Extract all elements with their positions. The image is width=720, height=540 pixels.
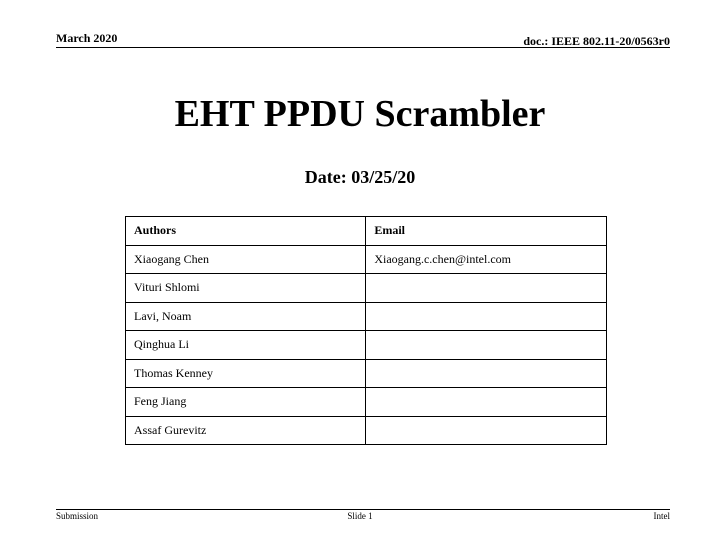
author-name: Vituri Shlomi [126, 274, 366, 303]
table-row [126, 416, 607, 445]
author-name: Thomas Kenney [126, 359, 366, 388]
table-row [126, 302, 607, 331]
author-name: Xiaogang Chen [126, 245, 366, 274]
column-header-email: Email [366, 217, 607, 246]
header-date: March 2020 [56, 31, 118, 45]
author-email: Xiaogang.c.chen@intel.com [366, 245, 607, 274]
slide-title: EHT PPDU Scrambler [174, 93, 546, 135]
author-email [366, 388, 607, 417]
footer-company: Intel [653, 511, 670, 521]
footer-submission: Submission [56, 511, 99, 521]
author-email [366, 359, 607, 388]
table-row [126, 359, 607, 388]
authors-table [125, 216, 607, 445]
author-name: Qinghua Li [126, 331, 366, 360]
author-email [366, 274, 607, 303]
author-name: Lavi, Noam [126, 302, 366, 331]
header-doc-id: doc.: IEEE 802.11-20/0563r0 [523, 34, 670, 48]
footer-divider [56, 509, 670, 510]
author-name: Feng Jiang [126, 388, 366, 417]
column-header-authors: Authors [126, 217, 366, 246]
author-email [366, 302, 607, 331]
table-row [126, 388, 607, 417]
table-row [126, 245, 607, 274]
table-header-row [126, 217, 607, 246]
footer-slide-number: Slide 1 [347, 511, 373, 521]
table-row [126, 331, 607, 360]
author-email [366, 331, 607, 360]
table-row [126, 274, 607, 303]
header-divider [56, 47, 670, 48]
author-email [366, 416, 607, 445]
slide-date: Date: 03/25/20 [304, 167, 416, 187]
author-name: Assaf Gurevitz [126, 416, 366, 445]
